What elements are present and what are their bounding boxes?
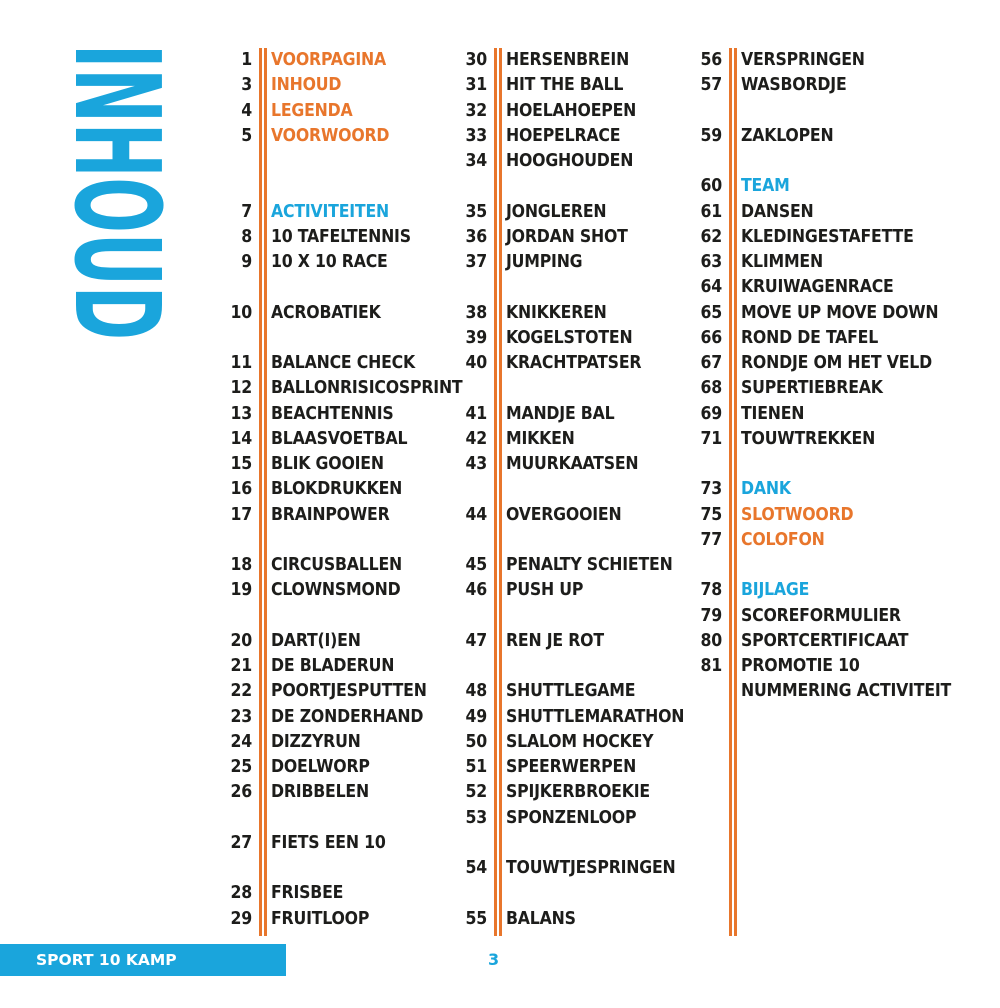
toc-entry[interactable] (670, 326, 930, 350)
toc-page-number: 33 (465, 125, 487, 146)
toc-entry-label: PROMOTIE 10 (741, 656, 860, 676)
toc-page-number: 48 (465, 681, 487, 702)
toc-entry-label: COLOFON (741, 529, 825, 550)
toc-entry-label: MOVE UP MOVE DOWN (741, 302, 939, 323)
toc-entry[interactable] (435, 452, 675, 476)
toc-entry[interactable] (200, 402, 440, 426)
toc-entry[interactable] (670, 477, 930, 501)
toc-page-number: 41 (465, 403, 487, 424)
toc-entry-label: OVERGOOIEN (506, 504, 622, 525)
toc-entry[interactable] (200, 427, 440, 451)
toc-entry[interactable] (435, 225, 675, 249)
toc-entry[interactable] (200, 452, 440, 476)
toc-page-number: 64 (700, 277, 722, 298)
toc-entry-label: DANK (741, 479, 791, 500)
toc-page-number: 73 (700, 479, 722, 500)
toc-page-number: 67 (700, 353, 722, 373)
toc-page-number: 17 (230, 504, 252, 525)
toc-page-number: 44 (465, 504, 487, 525)
toc-entry-label: REN JE ROT (506, 630, 604, 651)
toc-entry[interactable] (670, 301, 939, 325)
toc-page-number: 45 (465, 555, 487, 575)
footer-book-title: SPORT 10 KAMP ACTIVITEITENBOEK (36, 951, 203, 1001)
toc-entry-label: BALANS (506, 908, 576, 929)
toc-entry[interactable] (200, 124, 440, 148)
toc-entry[interactable] (435, 73, 675, 97)
toc-entry-label: BLOKDRUKKEN (271, 479, 403, 500)
toc-page-number: 28 (230, 883, 252, 904)
toc-page-number: 15 (230, 454, 252, 474)
toc-page-number: 20 (230, 630, 252, 651)
toc-entry-label: POORTJESPUTTEN (271, 681, 427, 702)
toc-entry-label: SLALOM HOCKEY (506, 731, 654, 752)
page-number: 3 (488, 950, 500, 969)
toc-entry-label: LEGENDA (271, 100, 353, 121)
toc-entry[interactable] (435, 780, 675, 804)
toc-entry-label: WASBORDJE (741, 75, 847, 96)
toc-entry[interactable] (200, 654, 440, 678)
toc-page-number: 42 (465, 428, 487, 449)
toc-entry[interactable] (200, 730, 440, 754)
toc-entry[interactable] (435, 149, 675, 173)
toc-page-number: 21 (230, 656, 252, 676)
toc-entry[interactable] (435, 755, 675, 779)
toc-entry[interactable] (200, 225, 440, 249)
toc-entry-label: SUPERTIEBREAK (741, 378, 883, 399)
toc-page-number: 71 (700, 428, 722, 449)
toc-entry[interactable] (435, 250, 675, 274)
toc-entry[interactable] (435, 402, 675, 426)
toc-page-number: 53 (465, 807, 487, 828)
toc-entry-label: KRACHTPATSER (506, 353, 642, 373)
toc-entry[interactable] (435, 730, 675, 754)
toc-entry[interactable] (670, 225, 930, 249)
toc-page-number: 57 (700, 75, 722, 96)
toc-page-number: 38 (465, 302, 487, 323)
toc-entry[interactable] (435, 553, 675, 577)
toc-entry-label: 10 TAFELTENNIS (271, 226, 411, 247)
toc-entry[interactable] (670, 578, 930, 602)
toc-entry[interactable] (435, 99, 675, 123)
toc-entry[interactable] (200, 679, 440, 703)
toc-entry-label: HOOGHOUDEN (506, 151, 634, 171)
toc-page-number: 34 (465, 151, 487, 171)
toc-entry[interactable] (200, 351, 440, 375)
toc-entry[interactable] (435, 301, 675, 325)
toc-entry-label: DANSEN (741, 201, 814, 222)
toc-entry[interactable] (670, 124, 930, 148)
toc-page-number: 77 (700, 529, 722, 550)
toc-entry[interactable] (670, 503, 930, 527)
toc-entry-label: DART(I)EN (271, 630, 361, 651)
toc-entry-label: JUMPING (506, 252, 583, 272)
toc-page-number: 56 (700, 50, 722, 70)
page-title-text: INHOUD (48, 44, 186, 526)
toc-entry-label: BRAINPOWER (271, 504, 390, 525)
toc-entry-label: SCOREFORMULIER (741, 605, 901, 626)
toc-entry[interactable] (200, 73, 440, 97)
toc-entry[interactable] (200, 376, 463, 400)
toc-entry[interactable] (670, 604, 930, 628)
toc-entry-label: TIENEN (741, 403, 805, 424)
toc-entry-label: HOEPELRACE (506, 125, 621, 146)
toc-entry[interactable] (200, 48, 440, 72)
toc-entry-label: MIKKEN (506, 428, 575, 449)
toc-page-number: 60 (700, 176, 722, 197)
toc-entry[interactable] (435, 679, 675, 703)
toc-entry-label: VOORWOORD (271, 125, 390, 146)
toc-entry[interactable] (435, 629, 675, 653)
toc-entry-label: CIRCUSBALLEN (271, 555, 402, 575)
toc-entry[interactable] (670, 679, 952, 703)
toc-entry-label: BEACHTENNIS (271, 403, 394, 424)
toc-entry-label: KLEDINGESTAFETTE (741, 226, 914, 247)
toc-entry-label: DE BLADERUN (271, 656, 395, 676)
toc-page-number: 62 (700, 226, 722, 247)
toc-entry-label: PENALTY SCHIETEN (506, 555, 673, 575)
toc-entry[interactable] (670, 73, 930, 97)
toc-page-number: 25 (230, 757, 252, 777)
toc-entry-label: SPORTCERTIFICAAT (741, 630, 909, 651)
toc-entry[interactable] (670, 654, 930, 678)
toc-page-number: 30 (465, 50, 487, 70)
toc-entry-label: SLOTWOORD (741, 504, 854, 525)
toc-entry[interactable] (435, 578, 675, 602)
toc-entry-label: SPIJKERBROEKIE (506, 782, 650, 803)
toc-entry[interactable] (435, 200, 675, 224)
toc-entry-label: INHOUD (271, 75, 342, 96)
toc-entry[interactable] (435, 856, 675, 880)
toc-page-number: 47 (465, 630, 487, 651)
toc-page-number: 14 (230, 428, 252, 449)
toc-page-number: 37 (465, 252, 487, 272)
toc-entry[interactable] (435, 326, 675, 350)
toc-entry[interactable] (200, 780, 440, 804)
toc-entry-label: RONDJE OM HET VELD (741, 353, 932, 373)
toc-page-number: 35 (465, 201, 487, 222)
toc-entry-label: PUSH UP (506, 580, 584, 601)
toc-entry[interactable] (435, 806, 675, 830)
toc-entry[interactable] (670, 376, 930, 400)
toc-entry-label: ZAKLOPEN (741, 125, 834, 146)
toc-page-number: 52 (465, 782, 487, 803)
toc-page-number: 68 (700, 378, 722, 399)
toc-entry-label: KRUIWAGENRACE (741, 277, 894, 298)
toc-entry[interactable] (200, 907, 440, 931)
toc-page-number: 26 (230, 782, 252, 803)
toc-entry-label: CLOWNSMOND (271, 580, 401, 601)
toc-entry-label: KOGELSTOTEN (506, 327, 633, 348)
toc-entry[interactable] (200, 477, 440, 501)
toc-page-number: 27 (230, 832, 252, 853)
toc-entry[interactable] (670, 402, 930, 426)
toc-entry[interactable] (200, 503, 440, 527)
toc-page-number: 31 (465, 75, 487, 96)
toc-entry-label: FRISBEE (271, 883, 344, 904)
toc-entry-label: ACROBATIEK (271, 302, 381, 323)
toc-entry[interactable] (200, 831, 440, 855)
page-title-graphic (48, 42, 186, 526)
toc-entry[interactable] (670, 629, 930, 653)
toc-entry-label: VERSPRINGEN (741, 50, 865, 70)
toc-page-number: 4 (241, 100, 252, 121)
toc-entry-label: HOELAHOEPEN (506, 100, 637, 121)
toc-page-number: 32 (465, 100, 487, 121)
toc-page-number: 11 (230, 353, 252, 373)
toc-page-number: 61 (700, 201, 722, 222)
toc-entry-label: VOORPAGINA (271, 50, 387, 70)
toc-entry[interactable] (200, 99, 440, 123)
toc-entry-label: BALLONRISICOSPRINT (271, 378, 463, 399)
toc-entry-label: SPONZENLOOP (506, 807, 637, 828)
toc-entry[interactable] (200, 705, 440, 729)
toc-entry[interactable] (670, 200, 930, 224)
toc-entry-label: MANDJE BAL (506, 403, 615, 424)
toc-entry[interactable] (200, 553, 440, 577)
toc-page-number: 54 (465, 858, 487, 878)
toc-entry[interactable] (670, 427, 930, 451)
toc-entry-label: SPEERWERPEN (506, 757, 637, 777)
toc-entry-label: SHUTTLEGAME (506, 681, 636, 702)
toc-page-number: 65 (700, 302, 722, 323)
toc-entry[interactable] (670, 48, 930, 72)
toc-entry[interactable] (435, 705, 685, 729)
toc-entry[interactable] (435, 427, 675, 451)
toc-entry-label: HERSENBREIN (506, 50, 630, 70)
toc-entry[interactable] (435, 124, 675, 148)
toc-page-number: 55 (465, 908, 487, 929)
toc-page-number: 1 (241, 50, 252, 70)
toc-entry-label: DOELWORP (271, 757, 370, 777)
toc-entry[interactable] (200, 629, 440, 653)
toc-entry-label: SHUTTLEMARATHON (506, 706, 685, 727)
toc-page-number: 51 (465, 757, 487, 777)
toc-entry[interactable] (200, 755, 440, 779)
toc-entry-label: ROND DE TAFEL (741, 327, 879, 348)
toc-entry[interactable] (200, 250, 440, 274)
toc-page-number: 18 (230, 555, 252, 575)
toc-page-number: 23 (230, 706, 252, 727)
toc-page-number: 7 (241, 201, 252, 222)
toc-entry-label: KLIMMEN (741, 252, 823, 272)
toc-entry-label: DIZZYRUN (271, 731, 361, 752)
toc-page-number: 79 (700, 605, 722, 626)
toc-entry-label: 10 X 10 RACE (271, 252, 388, 272)
toc-entry[interactable] (200, 301, 440, 325)
toc-entry-label: JORDAN SHOT (506, 226, 628, 247)
toc-entry-label: NUMMERING ACTIVITEIT (741, 681, 952, 702)
toc-page-number: 59 (700, 125, 722, 146)
toc-page-number: 78 (700, 580, 722, 601)
toc-page-number: 40 (465, 353, 487, 373)
toc-entry-label: TOUWTREKKEN (741, 428, 876, 449)
toc-page-number: 36 (465, 226, 487, 247)
toc-entry[interactable] (670, 528, 930, 552)
toc-page-number: 12 (230, 378, 252, 399)
toc-entry-label: FRUITLOOP (271, 908, 370, 929)
toc-page-number: 3 (241, 75, 252, 96)
toc-entry-label: DRIBBELEN (271, 782, 369, 803)
toc-page-number: 66 (700, 327, 722, 348)
toc-page-number: 69 (700, 403, 722, 424)
toc-page-number: 16 (230, 479, 252, 500)
toc-page-number: 19 (230, 580, 252, 601)
toc-page-number: 10 (230, 302, 252, 323)
toc-entry[interactable] (670, 250, 930, 274)
toc-page-number: 80 (700, 630, 722, 651)
footer-book-title-bar (0, 944, 286, 1001)
toc-entry[interactable] (200, 881, 440, 905)
toc-page-number: 13 (230, 403, 252, 424)
toc-entry-label: BLIK GOOIEN (271, 454, 384, 474)
toc-entry[interactable] (435, 907, 675, 931)
toc-entry-label: KNIKKEREN (506, 302, 607, 323)
toc-entry-label: BLAASVOETBAL (271, 428, 408, 449)
toc-entry-label: BIJLAGE (741, 580, 810, 601)
toc-page-number: 8 (241, 226, 252, 247)
toc-entry-label: BALANCE CHECK (271, 353, 416, 373)
toc-entry[interactable] (670, 275, 930, 299)
toc-page-number: 29 (230, 908, 252, 929)
toc-entry[interactable] (670, 351, 930, 375)
toc-page-number: 75 (700, 504, 722, 525)
toc-page-number: 50 (465, 731, 487, 752)
toc-entry[interactable] (200, 200, 440, 224)
toc-page-number: 39 (465, 327, 487, 348)
toc-entry-label: TOUWTJESPRINGEN (506, 858, 676, 878)
toc-page-number: 49 (465, 706, 487, 727)
toc-entry[interactable] (200, 578, 440, 602)
toc-entry-label: TEAM (741, 176, 790, 197)
toc-page-number: 5 (241, 125, 252, 146)
toc-page-number: 24 (230, 731, 252, 752)
page-title (48, 42, 186, 526)
toc-entry[interactable] (435, 503, 675, 527)
toc-page-number: 43 (465, 454, 487, 474)
toc-entry-label: ACTIVITEITEN (271, 201, 389, 222)
toc-page-number: 46 (465, 580, 487, 601)
toc-page-number: 81 (700, 656, 722, 676)
toc-entry-label: JONGLEREN (506, 201, 607, 222)
toc-entry[interactable] (670, 174, 930, 198)
toc-page-number: 22 (230, 681, 252, 702)
toc-entry-label: MUURKAATSEN (506, 454, 639, 474)
toc-entry[interactable] (435, 48, 675, 72)
toc-entry-label: DE ZONDERHAND (271, 706, 424, 727)
toc-entry[interactable] (435, 351, 675, 375)
toc-entry-label: FIETS EEN 10 (271, 832, 386, 853)
toc-page-number: 63 (700, 252, 722, 272)
toc-page-number: 9 (241, 252, 252, 272)
toc-entry-label: HIT THE BALL (506, 75, 624, 96)
